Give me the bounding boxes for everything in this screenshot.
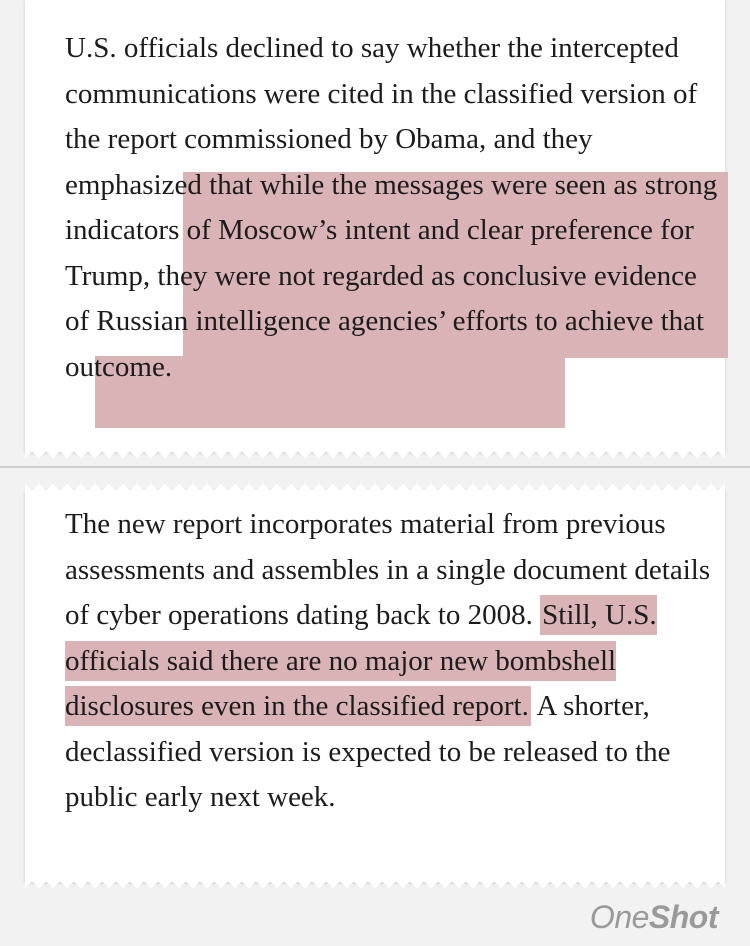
excerpt-1-text-highlighted: , and they emphasized that while the messages were seen as strong indicators of Moscow’s intent and clear preference for Trump, they were not regarded as conclusive evidence of Russian intelligence agencies’ efforts to achieve that outcome.	[65, 123, 718, 383]
excerpt-2-text-highlighted: Still, U.S. officials said there are no major new bombshell disclosures even in the classified report.	[65, 595, 657, 726]
oneshot-logo	[590, 899, 718, 936]
excerpt-2-text-plain: The new report incorporates material from previous assessments and assembles in a single document details of cyber operations dating back to 2008.	[65, 508, 711, 631]
logo-part-shot: Shot	[648, 899, 718, 935]
logo-part-one: One	[589, 899, 649, 935]
excerpt-2-text-plain-after: A shorter, declassified version is expected to be released to the public early next week.	[65, 690, 671, 813]
article-excerpt-1	[25, 0, 725, 452]
article-excerpt-2	[25, 490, 725, 882]
divider	[0, 466, 750, 468]
excerpt-1-text	[65, 26, 725, 390]
excerpt-1-text-plain: U.S. officials declined to say whether the intercepted communications were cited in the classified version of the report commissioned by Obama	[65, 32, 698, 155]
excerpt-2-text	[65, 502, 725, 821]
